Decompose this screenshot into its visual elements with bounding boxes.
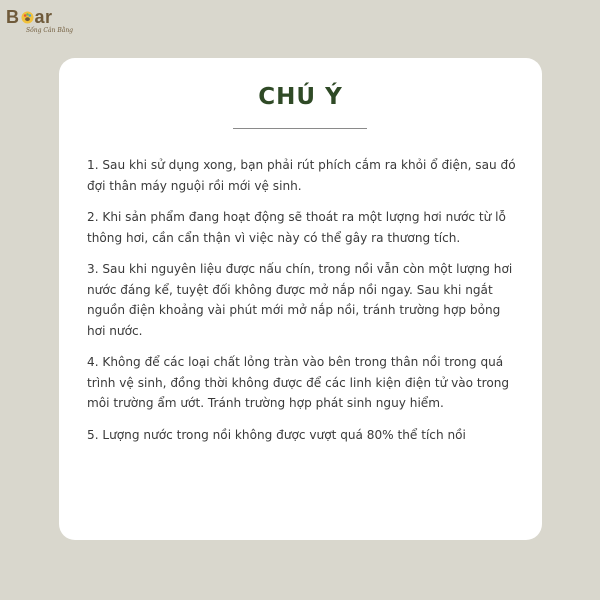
notice-item-4: 4. Không để các loại chất lỏng tràn vào bên trong thân nồi trong quá trình vệ sinh, đồng thời không được để các linh kiện điện tử vào trong môi trường ẩm ướt. Tránh trường hợp phát sinh nguy hiểm.	[87, 355, 510, 410]
notice-item-5: 5. Lượng nước trong nồi không được vượt quá 80% thể tích nồi	[87, 427, 466, 442]
brand-tagline: Sống Cân Bằng	[26, 27, 74, 34]
notice-title: CHÚ Ý	[258, 84, 343, 110]
notice-item-3: 3. Sau khi nguyên liệu được nấu chín, trong nồi vẫn còn một lượng hơi nước đáng kể, tuyệt đối không được mở nắp nồi ngay. Sau khi ngắt nguồn điện khoảng vài phút mới mở nắp nồi, tránh trường hợp bỏng hơi nước.	[87, 262, 513, 338]
notice-item-2: 2. Khi sản phẩm đang hoạt động sẽ thoát ra một lượng hơi nước từ lỗ thông hơi, cần cẩn thận vì việc này có thể gây ra thương tích.	[87, 210, 506, 245]
paw-icon	[21, 11, 34, 24]
notice-list	[87, 155, 522, 456]
brand-wordmark	[6, 6, 68, 28]
notice-card	[59, 58, 542, 540]
notice-item-1: 1. Sau khi sử dụng xong, bạn phải rút phích cắm ra khỏi ổ điện, sau đó đợi thân máy nguội rồi mới vệ sinh.	[87, 158, 516, 193]
title-divider	[233, 128, 367, 129]
brand-logo	[6, 6, 74, 50]
brand-prefix: B	[6, 7, 20, 27]
brand-suffix: ar	[34, 7, 53, 27]
